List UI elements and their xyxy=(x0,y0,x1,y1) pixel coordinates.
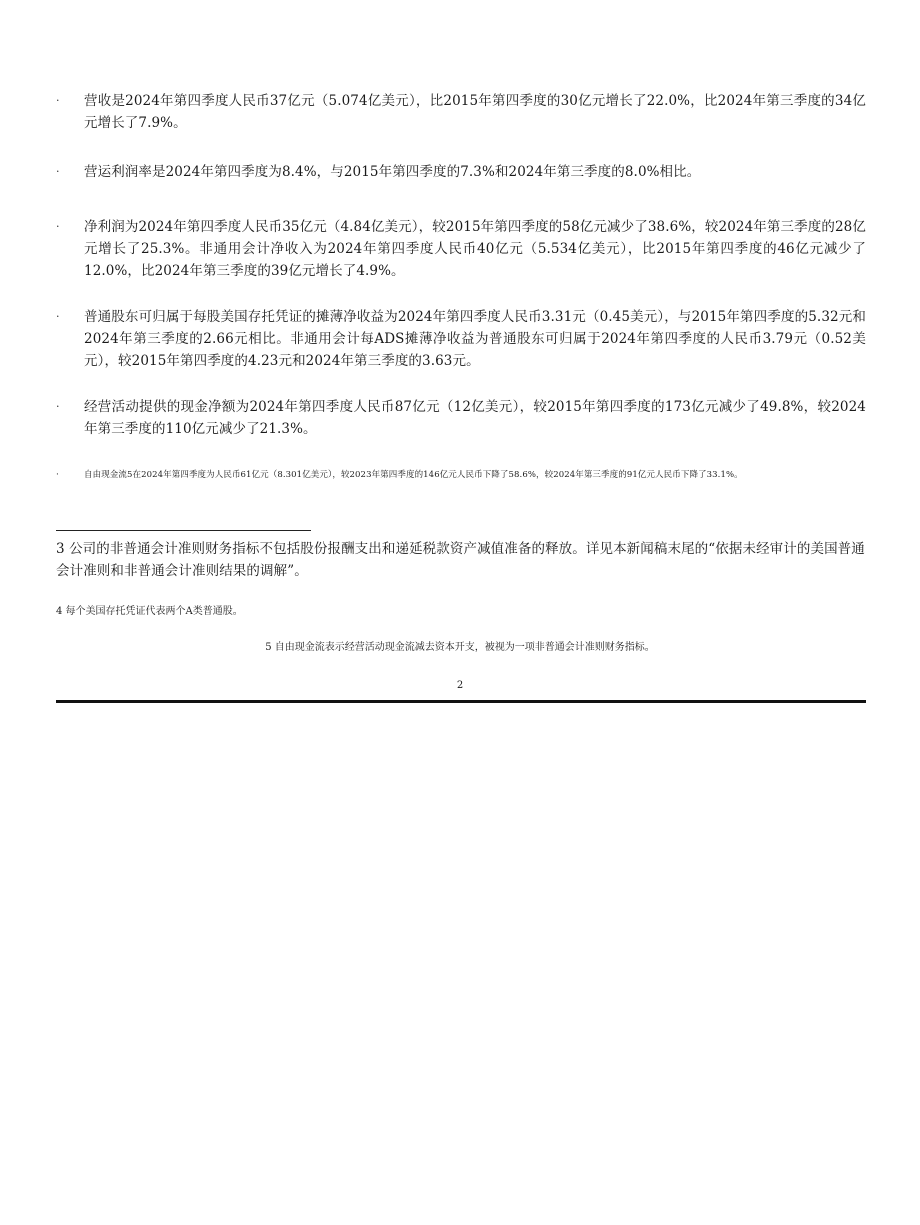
footnote-5: 5 自由现金流表示经营活动现金流减去资本开支，被视为一项非普通会计准则财务指标。 xyxy=(265,642,655,653)
footnote-divider xyxy=(56,530,311,531)
footnote-3: 3 公司的非普通会计准则财务指标不包括股份报酬支出和递延税款资产减值准备的释放。详见本新闻稿末尾的“依据未经审计的美国普通会计准则和非普通会计准则结果的调解”。 xyxy=(56,541,865,579)
bullet-text-net-income: 净利润为2024年第四季度人民币35亿元（4.84亿美元），较2015年第四季度的58亿元减少了38.6%，较2024年第三季度的28亿元增长了25.3%。非通用会计净收入为2024年第四季度人民币40亿元（5.534亿美元），比2015年第四季度的46亿元减少了12.0%，比2024年第三季度的39亿元增长了4.9%。 xyxy=(84,219,866,279)
bullet-text-operating-cash: 经营活动提供的现金净额为2024年第四季度人民币87亿元（12亿美元），较2015年第四季度的173亿元减少了49.8%，较2024年第三季度的110亿元减少了21.3%。 xyxy=(84,399,866,437)
bullet-text-free-cash-flow: 自由现金流5在2024年第四季度为人民币61亿元（8.301亿美元），较2023年第四季度的146亿元人民币下降了58.6%，较2024年第三季度的91亿元人民币下降了33.1%。 xyxy=(84,470,743,480)
bullet-marker: · xyxy=(56,400,60,413)
bullet-marker: · xyxy=(56,310,60,323)
bullet-marker: · xyxy=(56,94,60,107)
page-number: 2 xyxy=(456,680,464,691)
bullet-text-eps: 普通股东可归属于每股美国存托凭证的摊薄净收益为2024年第四季度人民币3.31元（0.45美元），与2015年第四季度的5.32元和2024年第三季度的2.66元相比。非通用会计每ADS摊薄净收益为普通股东可归属于2024年第四季度的人民币3.79元（0.52美元），较2015年第四季度的4.23元和2024年第三季度的3.63元。 xyxy=(84,309,866,369)
bullet-text-operating-margin: 营运利润率是2024年第四季度为8.4%，与2015年第四季度的7.3%和2024年第三季度的8.0%相比。 xyxy=(84,164,701,180)
footnote-4: 4 每个美国存托凭证代表两个A类普通股。 xyxy=(56,606,243,617)
bullet-marker: · xyxy=(56,220,60,233)
bullet-text-revenue: 营收是2024年第四季度人民币37亿元（5.074亿美元），比2015年第四季度的30亿元增长了22.0%，比2024年第三季度的34亿元增长了7.9%。 xyxy=(84,93,866,131)
page-bottom-rule xyxy=(56,700,866,703)
bullet-marker: · xyxy=(56,165,60,178)
bullet-marker: · xyxy=(56,470,59,480)
